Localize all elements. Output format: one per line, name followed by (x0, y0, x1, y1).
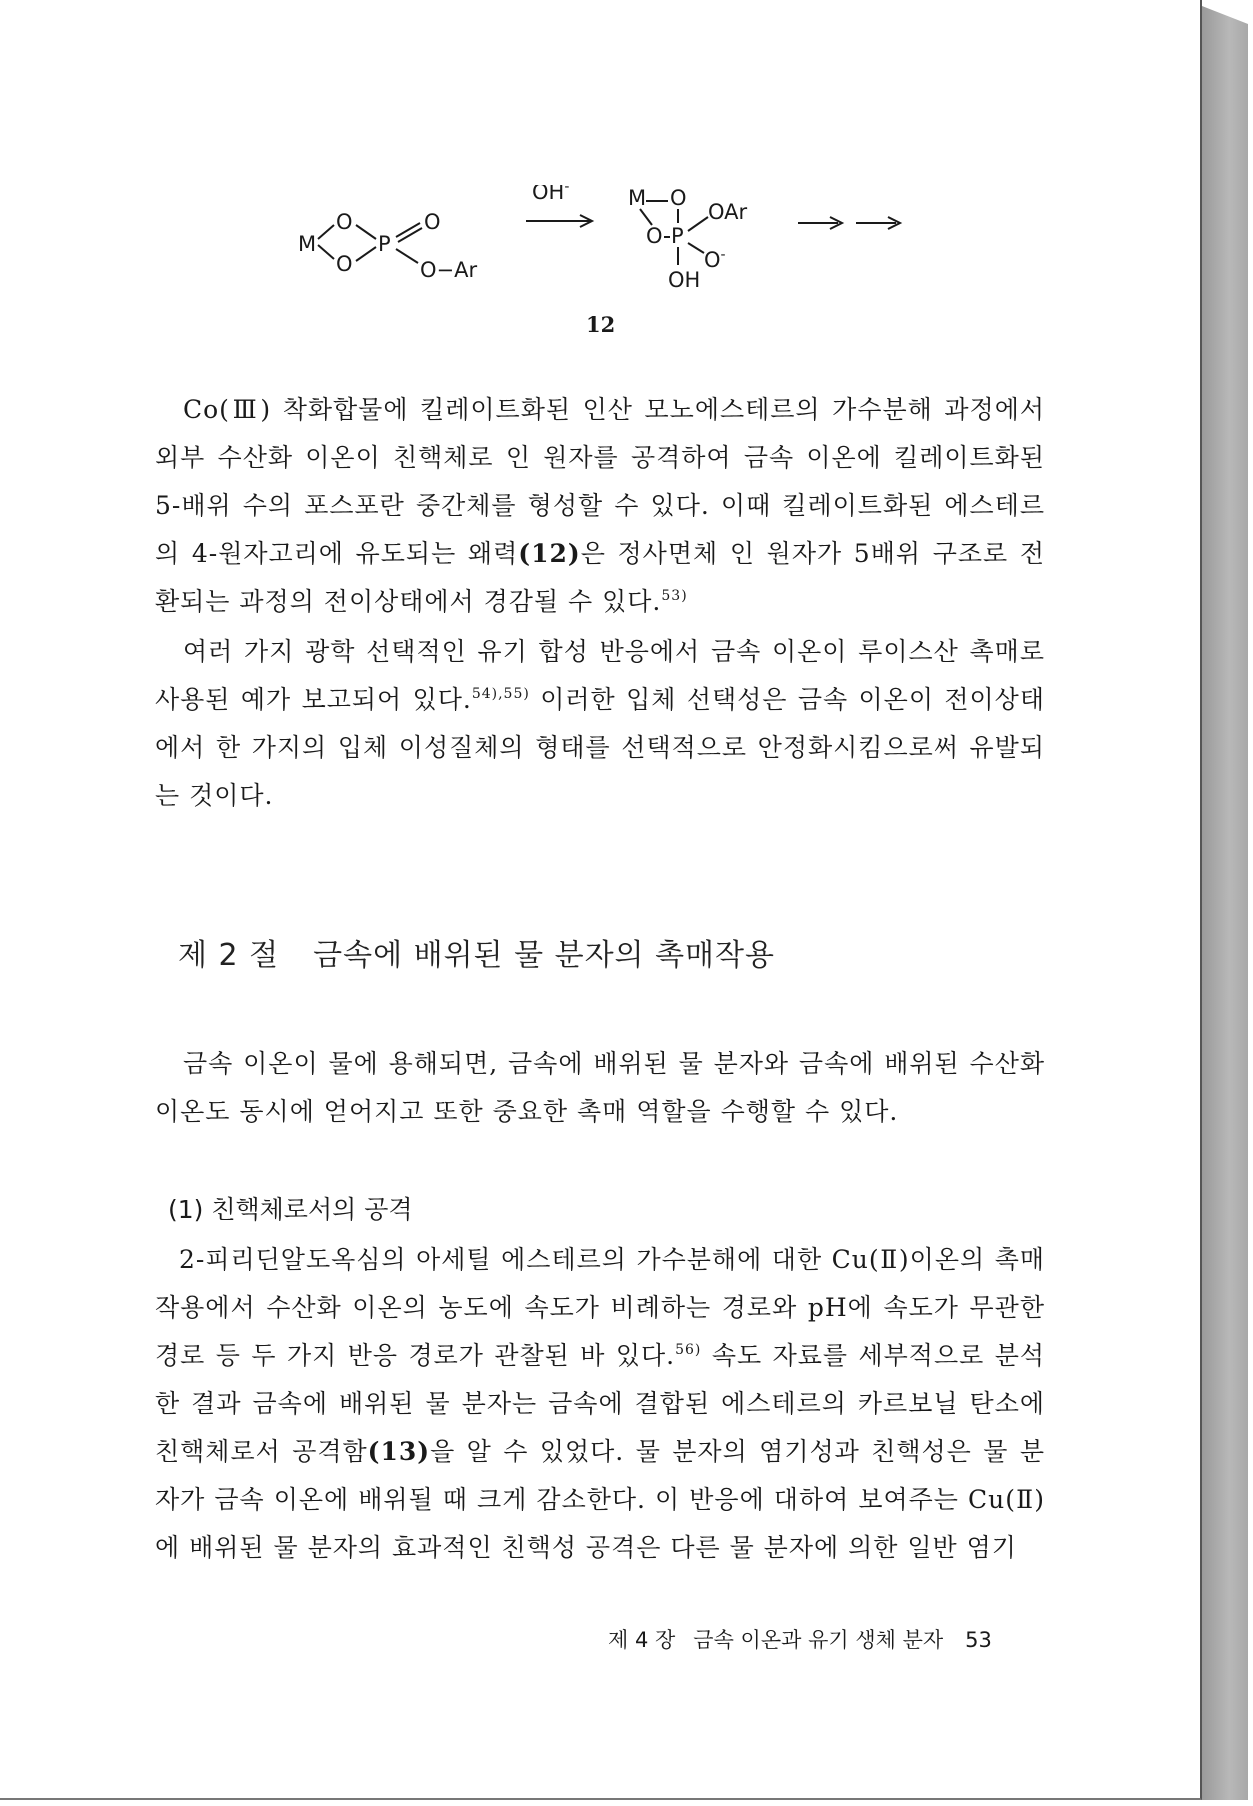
scheme-O-double: O (424, 210, 441, 234)
section-title: 금속에 배위된 물 분자의 촉매작용 (313, 938, 775, 973)
citation-56: 56) (675, 1342, 702, 1358)
scheme-O-ring-bottom: O (646, 224, 663, 248)
paragraph-4: 2-피리딘알도옥심의 아세틸 에스테르의 가수분해에 대한 Cu(Ⅱ)이온의 촉매작용에서 수산화 이온의 농도에 속도가 비례하는 경로와 pH에 속도가 무관한 경로 등 두 가지 반응 경로가 관찰된 바 있다.$^{56)}$ 속도 자료를 세부적으로 분석한 결과 금속에 배위된 물 분자는 금속에 결합된 에스테르의 카르보닐 탄소에 친핵체로서 공격함(13)을 알 수 있었다. 물 분자의 염기성과 친핵성은 물 분자가 금속 이온에 배위될 때 크게 감소한다. 이 반응에 대하여 보여주는 Cu(Ⅱ)에 배위된 물 분자의 효과적인 친핵성 공격은 다른 물 분자에 의한 일반 염기 (155, 1245, 1045, 1562)
scheme-M-right: M (628, 186, 647, 210)
page-footer (608, 1624, 992, 1654)
citation-54-55: 54),55) (471, 686, 530, 702)
scheme-P-right: P (671, 224, 684, 248)
scheme-O-minus: O- (704, 247, 726, 272)
scheme-O-ring-top: O (670, 186, 687, 210)
section-number: 제 2 절 (178, 938, 280, 973)
compound-number: 12 (586, 312, 616, 337)
citation-53: 53) (661, 588, 688, 604)
footer-chapter: 제 4 장 (608, 1628, 676, 1652)
paragraph-3: 금속 이온이 물에 용해되면, 금속에 배위된 물 분자와 금속에 배위된 수산화 이온도 동시에 얻어지고 또한 중요한 촉매 역할을 수행할 수 있다. (155, 1049, 1045, 1126)
page-edge-shadow (1202, 6, 1248, 1800)
footer-title: 금속 이온과 유기 생체 분자 (693, 1628, 944, 1652)
scheme-reagent: OH- (532, 185, 570, 204)
scheme-O-Ar-left: O−Ar (420, 258, 478, 282)
page-number: 53 (965, 1628, 992, 1652)
section-heading (178, 930, 775, 974)
compound-ref-12: (12) (518, 539, 581, 568)
scheme-O-top-left: O (336, 210, 353, 234)
subheading: (1) 친핵체로서의 공격 (168, 1195, 413, 1224)
scheme-O-bottom-left: O (336, 252, 353, 276)
scheme-OAr-right: OAr (708, 200, 748, 224)
paragraph-1: Co(Ⅲ) 착화합물에 킬레이트화된 인산 모노에스테르의 가수분해 과정에서 외부 수산화 이온이 친핵체로 인 원자를 공격하여 금속 이온에 킬레이트화된 5-배위 수의 포스포란 중간체를 형성할 수 있다. 이때 킬레이트화된 에스테르의 4-원자고리에 유도되는 왜력(12)은 정사면체 인 원자가 5배위 구조로 전환되는 과정의 전이상태에서 경감될 수 있다.$^{53)}$ (155, 395, 1045, 616)
paragraph-2: 여러 가지 광학 선택적인 유기 합성 반응에서 금속 이온이 루이스산 촉매로 사용된 예가 보고되어 있다.$^{54),55)}$ 이러한 입체 선택성은 금속 이온이 전이상태에서 한 가지의 입체 이성질체의 형태를 선택적으로 안정화시킴으로써 유발되는 것이다. (155, 637, 1045, 810)
compound-ref-13: (13) (367, 1437, 431, 1466)
scheme-OH-bottom: OH (668, 268, 701, 292)
scheme-P-left: P (378, 232, 391, 256)
scheme-M-left: M (298, 232, 317, 256)
